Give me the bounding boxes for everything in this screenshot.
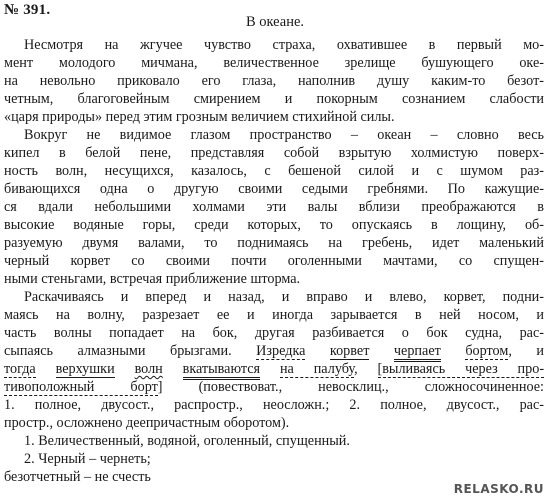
parsed-line xyxy=(4,342,544,360)
exercise-number: № 391. xyxy=(4,2,51,18)
text-line: часть волны попадает на бок, другая разбивается о бок судна, рас- xyxy=(4,325,544,341)
text-line: высокие водяные горы, среди которых, то опускаясь в лощину, об- xyxy=(4,217,544,233)
plain-text: сыпаясь алмазными брызгами. xyxy=(4,343,232,359)
text-line: мент молодого мичмана, величественное зрелище бушующего оке- xyxy=(4,55,544,71)
adverbial-word: тогда xyxy=(4,361,36,377)
text-title: В океане. xyxy=(245,14,305,30)
parsed-line xyxy=(4,360,544,378)
text-line: 1. полное, двусост., распростр., неосложн.; 2. полное, двусост., рас- xyxy=(4,397,544,413)
text-line: простр., осложнено деепричастным оборотом). xyxy=(4,415,290,431)
text-line: на невольно приковало его глаза, наполнив душу каким-то безот- xyxy=(4,73,544,89)
text-line: ся вдали небольшими холмами эти валы вблизи преображаются в xyxy=(4,199,544,215)
text-line: четным, благоговейным смирением и покорным сознанием слабости xyxy=(4,91,544,107)
text-line: бивающихся одна о другую своими седыми гребнями. По кажущие- xyxy=(4,181,544,197)
plain-text: , и xyxy=(508,343,545,359)
text-line: «царя природы» перед этим грозным величием стихийной силы. xyxy=(4,109,395,125)
list-item: 1. Величественный, водяной, оголенный, спущенный. xyxy=(24,433,350,449)
watermark-logo: RELASKO.RU xyxy=(453,482,544,496)
participle-phrase: [выливаясь через про- xyxy=(377,361,545,377)
list-item: безотчетный – не счесть xyxy=(4,469,151,485)
list-item: 2. Черный – чернеть; xyxy=(24,451,151,467)
participle-phrase: тивоположный борт xyxy=(4,379,158,395)
text-line: черный корвет со своими почти оголенными мачтами, со спущен- xyxy=(4,253,544,269)
text-line: разуемую двумя валами, то поднимаясь на гребень, идет маленький xyxy=(4,235,544,251)
text-line: Вокруг не видимое глазом пространство – океан – словно весь xyxy=(24,127,544,143)
plain-text: ] (повествоват., невосклиц., сложносочиненное: xyxy=(157,379,544,395)
text-line: Несмотря на жгучее чувство страха, охватившее в первый мо- xyxy=(24,37,544,53)
parsed-line xyxy=(4,378,544,396)
subject-word: корвет xyxy=(329,343,370,359)
text-line: Раскачиваясь и вперед и назад, и вправо и влево, корвет, подни- xyxy=(24,289,544,305)
object-word: бортом xyxy=(465,343,509,359)
text-line: маясь на волну, разрезает ее и иногда зарывается в ней носом, и xyxy=(4,307,544,323)
predicate-word: черпает xyxy=(394,343,441,362)
adverbial-word: Изредка xyxy=(256,343,306,359)
text-body xyxy=(4,36,544,486)
text-line: кипел в белой пене, представляя собой взрытую холмистую поверх- xyxy=(4,145,544,161)
subject-word: верхушки xyxy=(55,361,115,377)
attribute-word: волн xyxy=(134,361,163,377)
text-line: ность волн, несущихся, казалось, с бешеной силой и с шумом раз- xyxy=(4,163,544,179)
text-line: ными стеньгами, встречая приближение шторма. xyxy=(4,271,301,287)
predicate-word: вкатываются xyxy=(183,361,260,380)
adverbial-word: на палубу xyxy=(279,361,355,377)
plain-text: , xyxy=(354,361,358,377)
